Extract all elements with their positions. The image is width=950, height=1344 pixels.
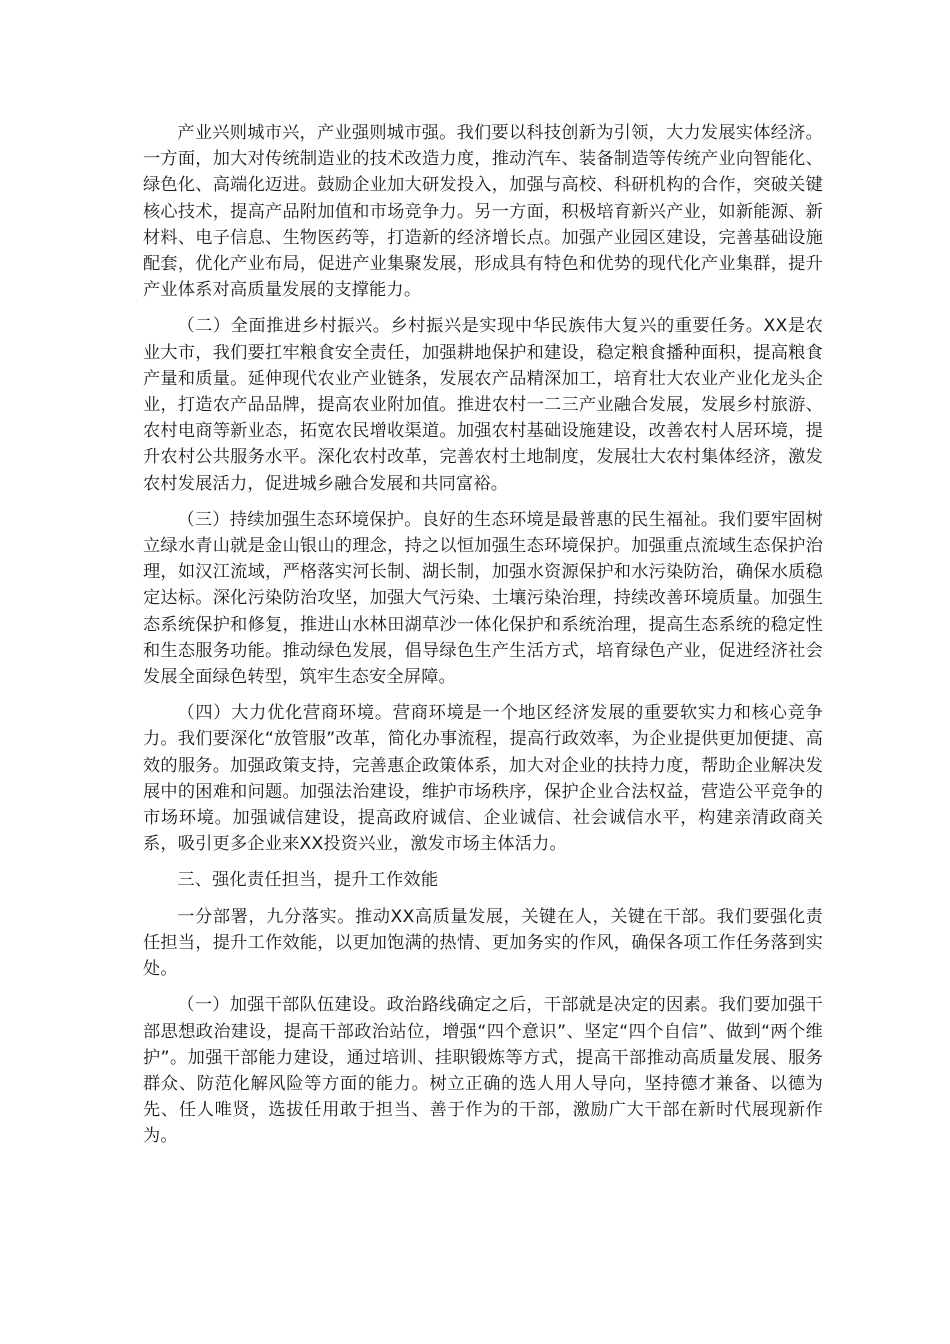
paragraph-ecological-protection: （三）持续加强生态环境保护。良好的生态环境是最普惠的民生福祉。我们要牢固树立绿水青山就是金山银山的理念，持之以恒加强生态环境保护。加强重点流域生态保护治理，如汉江流域，严格落实河长制、湖长制，加强水资源保护和水污染防治，确保水质稳定达标。深化污染防治攻坚，加强大气污染、土壤污染治理，持续改善环境质量。加强生态系统保护和修复，推进山水林田湖草沙一体化保护和系统治理，提高生态系统的稳定性和生态服务功能。推动绿色发展，倡导绿色生产生活方式，培育绿色产业，促进经济社会发展全面绿色转型，筑牢生态安全屏障。 <box>143 509 823 688</box>
paragraph-business-environment: （四）大力优化营商环境。营商环境是一个地区经济发展的重要软实力和核心竞争力。我们要深化“放管服”改革，简化办事流程，提高行政效率，为企业提供更加便捷、高效的服务。加强政策支持，完善惠企政策体系，加大对企业的扶持力度，帮助企业解决发展中的困难和问题。加强法治建设，维护市场秩序，保护企业合法权益，营造公平竞争的市场环境。加强诚信建设，提高政府诚信、企业诚信、社会诚信水平，构建亲清政商关系，吸引更多企业来XX投资兴业，激发市场主体活力。 <box>143 703 823 855</box>
section-heading-responsibility: 三、强化责任担当，提升工作效能 <box>177 870 439 891</box>
document-body <box>143 120 823 1160</box>
paragraph-implementation: 一分部署，九分落实。推动XX高质量发展，关键在人，关键在干部。我们要强化责任担当，提升工作效能，以更加饱满的热情、更加务实的作风，确保各项工作任务落到实处。 <box>143 906 823 980</box>
paragraph-cadre-building: （一）加强干部队伍建设。政治路线确定之后，干部就是决定的因素。我们要加强干部思想政治建设，提高干部政治站位，增强“四个意识”、坚定“四个自信”、做到“两个维护”。加强干部能力建设，通过培训、挂职锻炼等方式，提高干部推动高质量发展、服务群众、防范化解风险等方面的能力。树立正确的选人用人导向，坚持德才兼备、以德为先、任人唯贤，选拔任用敢于担当、善于作为的干部，激励广大干部在新时代展现新作为。 <box>143 995 823 1147</box>
paragraph-rural-revitalization: （二）全面推进乡村振兴。乡村振兴是实现中华民族伟大复兴的重要任务。XX是农业大市，我们要扛牢粮食安全责任，加强耕地保护和建设，稳定粮食播种面积，提高粮食产量和质量。延伸现代农业产业链条，发展农产品精深加工，培育壮大农业产业化龙头企业，打造农产品品牌，提高农业附加值。推进农村一二三产业融合发展，发展乡村旅游、农村电商等新业态，拓宽农民增收渠道。加强农村基础设施建设，改善农村人居环境，提升农村公共服务水平。深化农村改革，完善农村土地制度，发展壮大农村集体经济，激发农村发展活力，促进城乡融合发展和共同富裕。 <box>143 316 823 494</box>
paragraph-industry-development: 产业兴则城市兴，产业强则城市强。我们要以科技创新为引领，大力发展实体经济。一方面，加大对传统制造业的技术改造力度，推动汽车、装备制造等传统产业向智能化、绿色化、高端化迈进。鼓励企业加大研发投入，加强与高校、科研机构的合作，突破关键核心技术，提高产品附加值和市场竞争力。另一方面，积极培育新兴产业，如新能源、新材料、电子信息、生物医药等，打造新的经济增长点。加强产业园区建设，完善基础设施配套，优化产业布局，促进产业集聚发展，形成具有特色和优势的现代化产业集群，提升产业体系对高质量发展的支撑能力。 <box>143 123 823 301</box>
